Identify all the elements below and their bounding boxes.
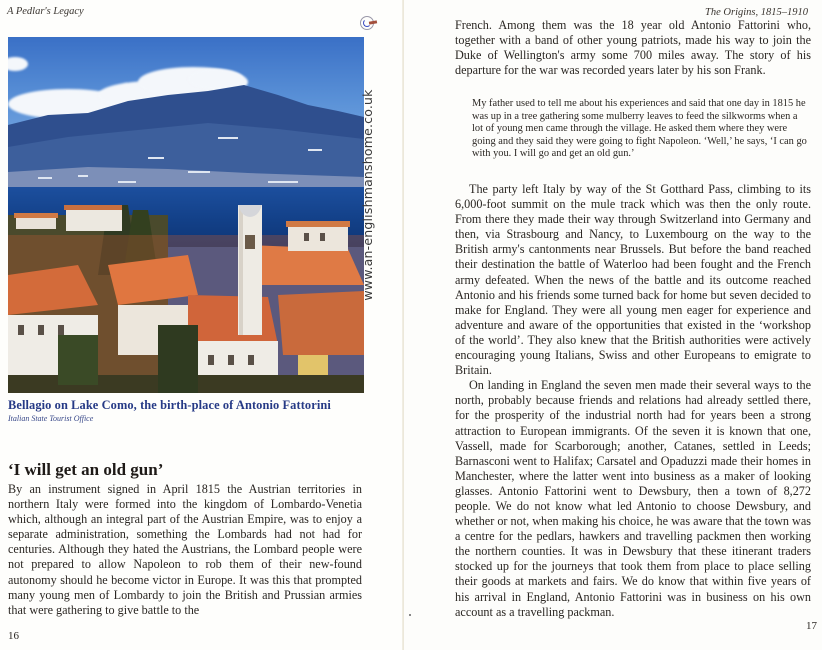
paragraph: On landing in England the seven men made their several ways to the north, probably because friends and relations had already settled there, for the prosperity of the industrial north had for years been a strong attraction to European immigrants. Of the seven it is known that one, Vassell, made for Scarborough; another, Catanes, settled in Leeds; Barnasconi went to Halifax; Carsatel and Opaduzzi made their homes in Manchester, where the latter went into business as a maker of looking glasses. Antonio Fattorini went to Dewsbury, then a town of 8,272 people. We do not know what led Antonio to choose Dewsbury, and whether or not, when making his choice, he was aware that the town was a centre for the pedlars, hawkers and travelling packmen then working the northern counties. It was in Dewsbury that these itinerant traders stocked up for the journeys that took them from place to place selling their goods at markets and fairs. We do know that within five years of his arrival in England, Antonio Fattorini was in business on his own account as a travelling packman. [455, 378, 811, 619]
photo-caption: Bellagio on Lake Como, the birth-place of Antonio Fattorini [8, 398, 331, 412]
publisher-logo-icon [360, 16, 374, 30]
body-text-right [455, 182, 811, 620]
page-number-left: 16 [8, 630, 19, 642]
watermark-text: www.an-englishmanshome.co.uk [360, 89, 375, 301]
photo-credit: Italian State Tourist Office [8, 414, 94, 423]
paragraph: The party left Italy by way of the St Gotthard Pass, climbing to its 6,000-foot summit on the mule track which was then the only route. From there they made their way through Switzerland into Germany and then, via Strasbourg and Nancy, to Luxembourg on the way to the British army's cantonments near Brussels. But before the band reached their destination the battle of Waterloo had been fought and the French army defeated. When the news of the battle and its outcome reached Antonio and his friends some turned back for home but seven decided to make for England. They were all young men eager for experience and adventure and aware of the opportunities that existed in the ‘workshop of the world’. They also knew that the British authorities were actively encouraging young Italians, Swiss and other Europeans to emigrate to Britain. [455, 182, 811, 378]
bellagio-photo [8, 37, 364, 393]
photo-town [8, 205, 364, 393]
running-head-right: The Origins, 1815–1910 [705, 7, 808, 18]
photo-mountain [8, 77, 364, 197]
running-head-left: A Pedlar's Legacy [7, 6, 84, 17]
page-number-right: 17 [806, 620, 817, 632]
paper-speck [409, 614, 411, 616]
body-text-left: By an instrument signed in April 1815 the Austrian territories in northern Italy were formed into the kingdom of Lombardo-Venetia which, although an integral part of the Austrian Empire, was to enjoy a separate administration, something the Lombards had not had for centuries. Although they hated the Austrians, the Lombard people were not prepared to allow Napoleon to rob them of their new-found autonomy should he become victor in Europe. It was this that prompted many young men of Lombardy to join the British and Prussian armies that were gathering to give battle to the [8, 482, 362, 617]
left-page [0, 0, 404, 650]
section-heading: ‘I will get an old gun’ [8, 460, 164, 479]
opening-paragraph: French. Among them was the 18 year old Antonio Fattorini who, together with a band of other young patriots, made his way to join the Duke of Wellington's army some 700 miles away. The story of his departure for the war was recorded years later by his son Frank. [455, 18, 811, 78]
watermark [360, 30, 376, 360]
block-quote: My father used to tell me about his experiences and said that one day in 1815 he was up in a tree gathering some mulberry leaves to feed the silkworms when a lot of young men came through the village. He asked them where they were going and they said they were going to fight Napoleon. ‘Well,’ he says, ‘I can go with you. I will go and get an old gun.’ [472, 98, 807, 160]
